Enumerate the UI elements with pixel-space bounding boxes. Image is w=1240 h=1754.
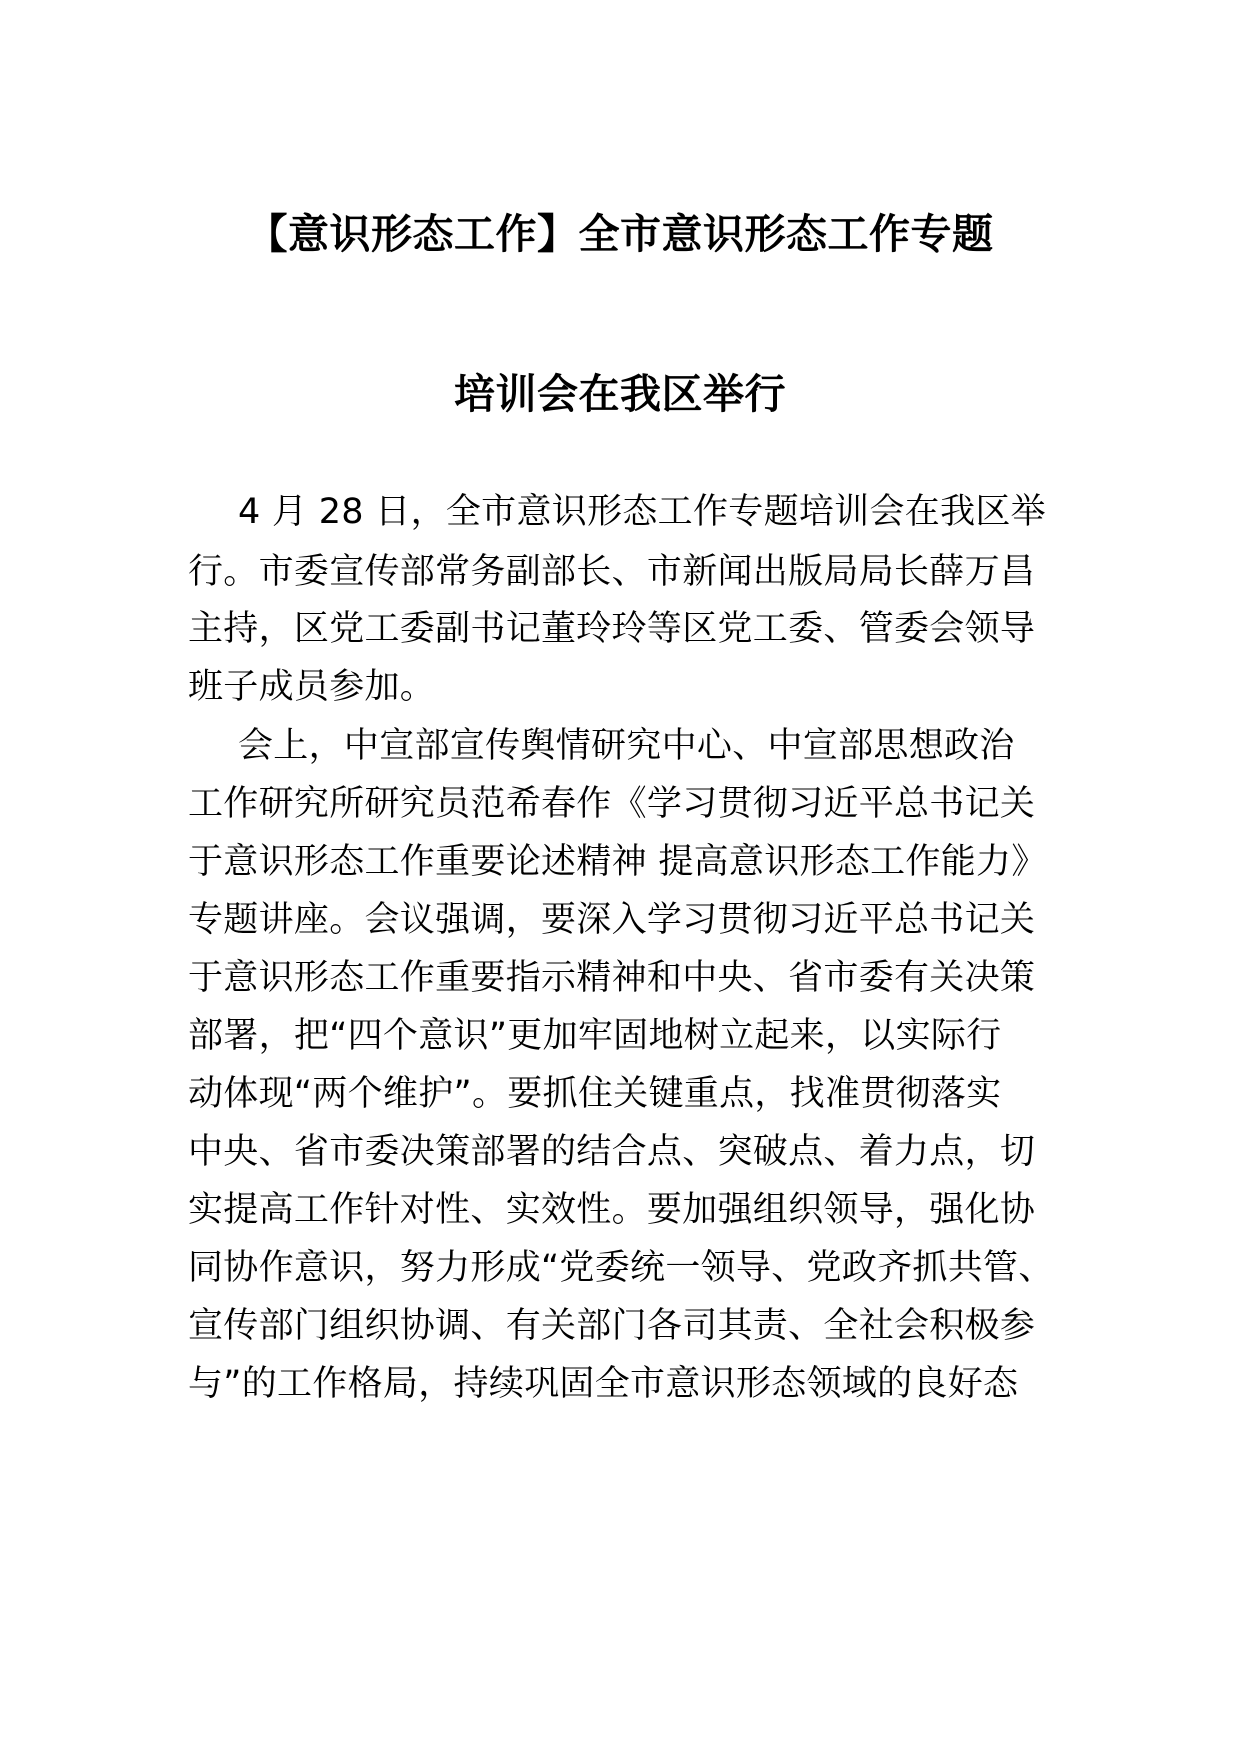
body-line: 班子成员参加。 bbox=[188, 667, 436, 707]
body-line: 会上，中宣部宣传舆情研究中心、中宣部思想政治 bbox=[238, 726, 1015, 766]
body-line: 中央、省市委决策部署的结合点、突破点、着力点，切 bbox=[188, 1132, 1036, 1172]
body-line: 部署，把“四个意识”更加牢固地树立起来，以实际行 bbox=[188, 1016, 1002, 1056]
body-line: 工作研究所研究员范希春作《学习贯彻习近平总书记关 bbox=[188, 784, 1036, 824]
body-line: 同协作意识，努力形成“党委统一领导、党政齐抓共管、 bbox=[188, 1248, 1054, 1288]
body-line: 宣传部门组织协调、有关部门各司其责、全社会积极参 bbox=[188, 1306, 1036, 1346]
body-line: 行。市委宣传部常务副部长、市新闻出版局局长薛万昌 bbox=[188, 552, 1036, 592]
document-title-line-2: 培训会在我区举行 bbox=[454, 370, 786, 418]
body-line: 主持，区党工委副书记董玲玲等区党工委、管委会领导 bbox=[188, 609, 1036, 649]
body-line: 于意识形态工作重要指示精神和中央、省市委有关决策 bbox=[188, 958, 1036, 998]
body-line: 实提高工作针对性、实效性。要加强组织领导，强化协 bbox=[188, 1190, 1036, 1230]
body-line: 与”的工作格局，持续巩固全市意识形态领域的良好态 bbox=[188, 1364, 1019, 1404]
document-title-line-1: 【意识形态工作】全市意识形态工作专题 bbox=[246, 210, 994, 258]
body-line: 于意识形态工作重要论述精神 提高意识形态工作能力》 bbox=[188, 842, 1047, 882]
body-line: 专题讲座。会议强调，要深入学习贯彻习近平总书记关 bbox=[188, 900, 1036, 940]
body-line: 动体现“两个维护”。要抓住关键重点，找准贯彻落实 bbox=[188, 1074, 1002, 1114]
body-line: 4 月 28 日，全市意识形态工作专题培训会在我区举 bbox=[238, 492, 1046, 532]
